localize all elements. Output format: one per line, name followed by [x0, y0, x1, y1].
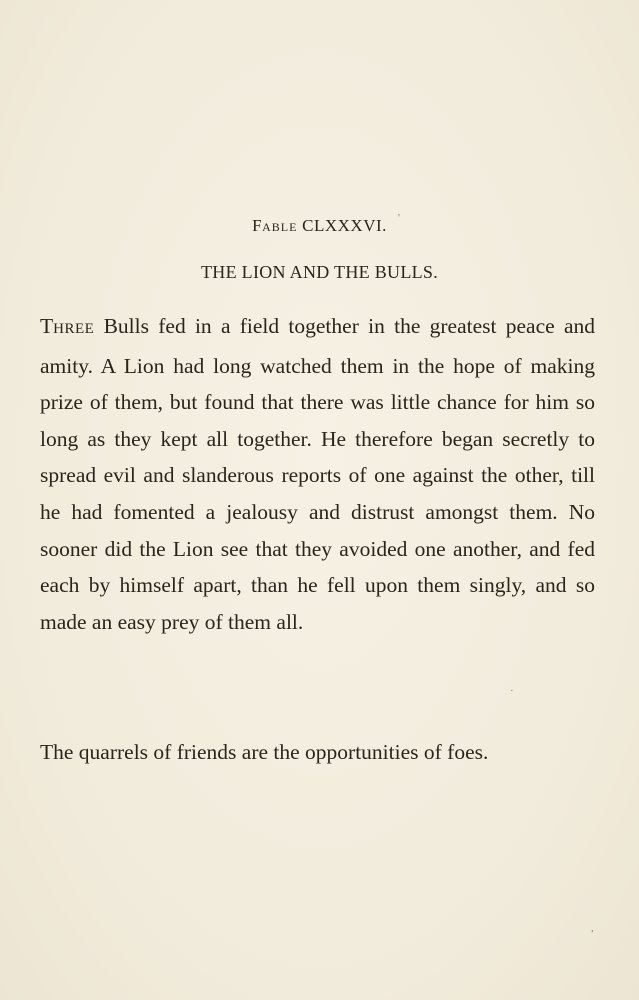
- first-word-rest: HREE: [53, 321, 95, 337]
- fable-roman-numeral: CLXXXVI.: [302, 216, 387, 235]
- paper-speck: ·: [510, 685, 514, 697]
- first-word-small-caps: [40, 314, 94, 338]
- fable-body-text: Bulls fed in a field together in the greatest peace and amity. A Lion had long watched them in the hope of making prize of them, but found that there was little chance for him so long as they kept all together. He therefore began secretly to spread evil and slanderous reports of one against the other, till he had fomented a jealousy and distrust amongst them. No sooner did the Lion see that they avoided one another, and fed each by himself apart, than he fell upon them singly, and so made an easy prey of them all.: [40, 314, 595, 634]
- paper-speck: ': [398, 212, 400, 224]
- fable-prefix-rest: ABLE: [262, 220, 298, 234]
- fable-prefix-initial: F: [252, 216, 263, 235]
- fable-number-heading: [0, 216, 639, 236]
- fable-moral: The quarrels of friends are the opportunities of foes.: [40, 740, 489, 764]
- paper-speck: ,: [591, 922, 594, 934]
- first-word-initial: T: [40, 314, 54, 338]
- fable-title: THE LION AND THE BULLS.: [200, 262, 439, 282]
- fable-body-paragraph: [40, 308, 595, 640]
